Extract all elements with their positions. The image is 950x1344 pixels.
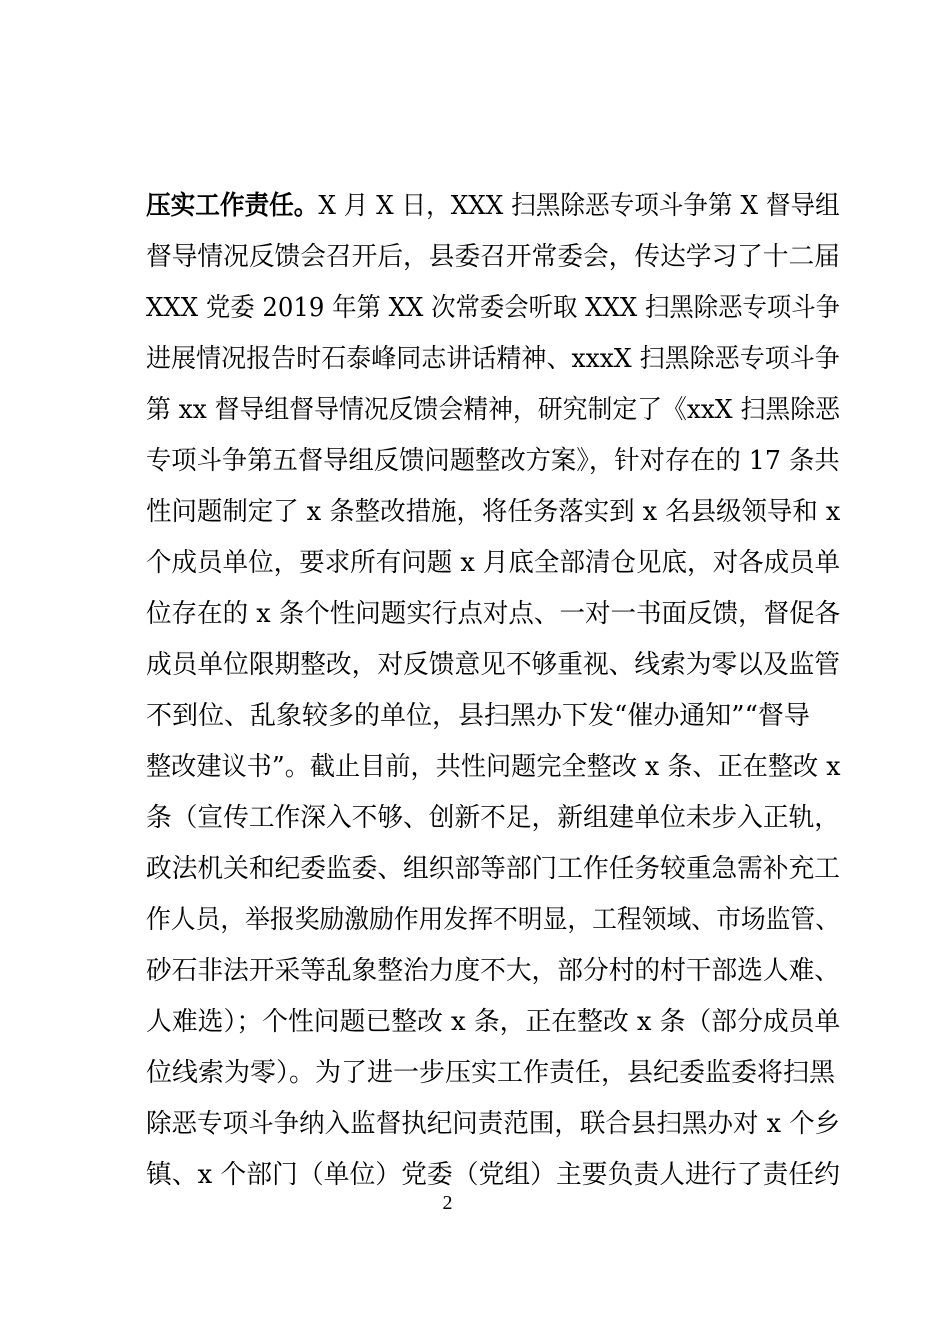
body-line-5: 第 xx 督导组督导情况反馈会精神，研究制定了《xxX 扫黑除恶 [146, 395, 840, 425]
body-line-18: 位线索为零）。为了进一步压实工作责任，县纪委监委将扫黑 [146, 1058, 836, 1088]
body-line-15: 作人员，举报奖励激励作用发挥不明显，工程领域、市场监管、 [146, 905, 841, 935]
body-line-1-text: X 月 X 日，XXX 扫黑除恶专项斗争第 X 督导组 [318, 191, 840, 221]
body-line-11: 不到位、乱象较多的单位，县扫黑办下发“催办通知”“督导 [146, 701, 810, 731]
body-line-19: 除恶专项斗争纳入监督执纪问责范围，联合县扫黑办对 x 个乡 [146, 1109, 841, 1139]
body-line-1 [146, 180, 840, 232]
body-line-20: 镇、x 个部门（单位）党委（党组）主要负责人进行了责任约 [146, 1160, 840, 1190]
body-line-8: 个成员单位，要求所有问题 x 月底全部清仓见底，对各成员单 [146, 548, 841, 578]
body-line-2: 督导情况反馈会召开后，县委召开常委会，传达学习了十二届 [146, 242, 841, 272]
body-line-12: 整改建议书”。截止目前，共性问题完全整改 x 条、正在整改 x [146, 752, 841, 782]
body-line-6: 专项斗争第五督导组反馈问题整改方案》，针对存在的 17 条共 [146, 446, 840, 476]
body-line-14: 政法机关和纪委监委、组织部等部门工作任务较重急需补充工 [146, 854, 841, 884]
body-line-7: 性问题制定了 x 条整改措施，将任务落实到 x 名县级领导和 x [146, 497, 841, 527]
body-line-9: 位存在的 x 条个性问题实行点对点、一对一书面反馈，督促各 [146, 599, 841, 629]
body-line-16: 砂石非法开采等乱象整治力度不大，部分村的村干部选人难、 [146, 956, 841, 986]
page-number: 2 [442, 1192, 453, 1214]
body-line-10: 成员单位限期整改，对反馈意见不够重视、线索为零以及监管 [146, 650, 841, 680]
body-line-3: XXX 党委 2019 年第 XX 次常委会听取 XXX 扫黑除恶专项斗争 [146, 293, 841, 323]
body-line-17: 人难选）；个性问题已整改 x 条，正在整改 x 条（部分成员单 [146, 1007, 841, 1037]
body-line-13: 条（宣传工作深入不够、创新不足，新组建单位未步入正轨， [146, 803, 841, 833]
lead-heading: 压实工作责任。 [146, 191, 319, 221]
body-line-4: 进展情况报告时石泰峰同志讲话精神、xxxX 扫黑除恶专项斗争 [146, 344, 840, 374]
